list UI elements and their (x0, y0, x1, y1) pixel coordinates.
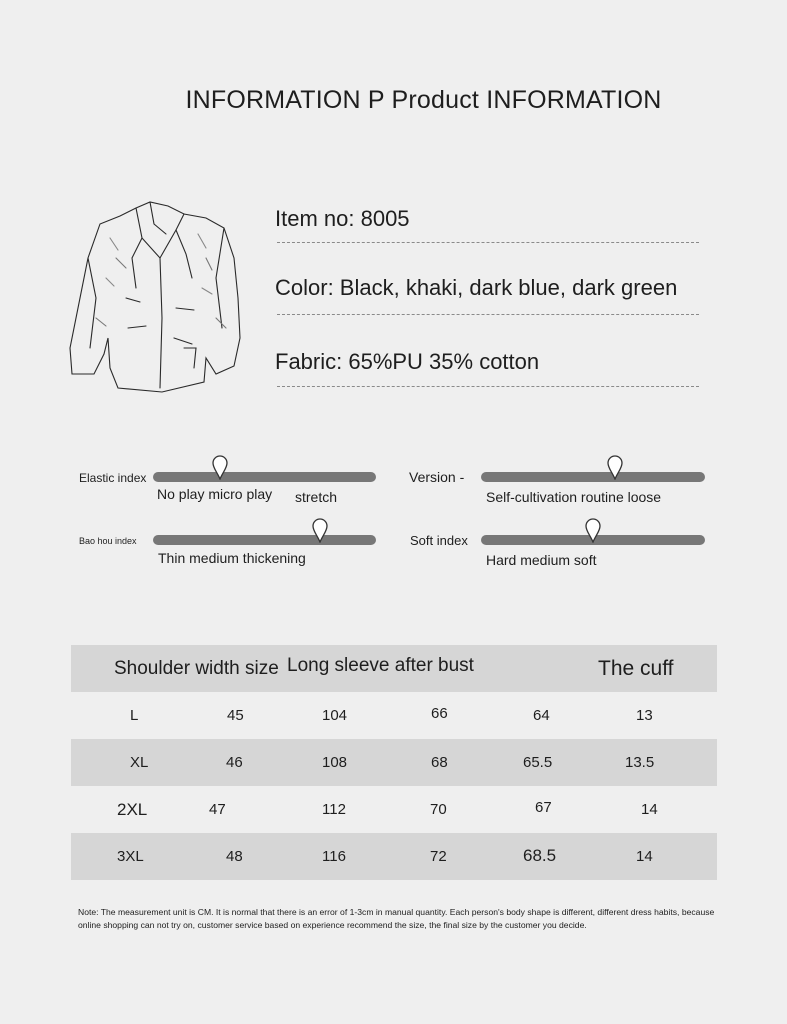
elastic-index-options: No play micro play (157, 486, 273, 502)
value-cell: 66 (431, 705, 448, 722)
table-header-row (71, 645, 717, 692)
size-cell: 2XL (117, 800, 148, 819)
table-row (71, 739, 717, 786)
value-cell: 68.5 (523, 846, 557, 865)
bao-hou-index-options: Thin medium thickening (158, 550, 306, 566)
header-shoulder-width-size: Shoulder width size (114, 658, 279, 679)
value-cell: 14 (641, 801, 658, 818)
color-text: Color: Black, khaki, dark blue, dark green (275, 275, 678, 300)
bao-hou-index-label: Bao hou index (79, 536, 137, 546)
value-cell: 104 (322, 707, 348, 724)
value-cell: 72 (430, 848, 447, 865)
item-number-text: Item no: 8005 (275, 206, 410, 231)
value-cell: 116 (322, 848, 346, 865)
value-cell: 67 (535, 799, 552, 816)
divider (277, 386, 699, 387)
elastic-index-marker (211, 454, 229, 480)
value-cell: 48 (226, 848, 243, 865)
divider (277, 242, 699, 243)
table-row (71, 833, 717, 880)
version-marker (606, 454, 624, 480)
bao-hou-index-track (153, 535, 376, 545)
table-row (71, 692, 717, 739)
elastic-index-track (153, 472, 376, 482)
size-cell: 3XL (117, 848, 144, 865)
bao-hou-index-marker (311, 517, 329, 543)
value-cell: 46 (226, 754, 243, 771)
version-label: Version - (409, 469, 465, 485)
table-row (71, 786, 717, 833)
measurement-note: Note: The measurement unit is CM. It is normal that there is an error of 1-3cm in manual quantity. Each person's body shape is different, different dress habits, because online shopping can not try on, customer service based on experience recommend the size, the final size by the customer you decide. (78, 907, 715, 930)
value-cell: 45 (227, 707, 244, 724)
elastic-index-label: Elastic index (79, 471, 147, 485)
value-cell: 108 (322, 754, 348, 771)
size-cell: XL (130, 754, 149, 771)
soft-index-label: Soft index (410, 533, 468, 548)
value-cell: 14 (636, 848, 653, 865)
value-cell: 64 (533, 707, 550, 724)
divider (277, 314, 699, 315)
soft-index-marker (584, 517, 602, 543)
value-cell: 13 (636, 707, 653, 724)
version-options: Self-cultivation routine loose (486, 489, 662, 505)
value-cell: 68 (431, 754, 448, 771)
version-track (481, 472, 705, 482)
page-title: INFORMATION P Product INFORMATION (185, 86, 662, 114)
soft-index-options: Hard medium soft (486, 552, 597, 568)
size-table (71, 645, 717, 880)
jacket-sketch-image (66, 198, 246, 394)
size-cell: L (130, 707, 139, 724)
value-cell: 13.5 (625, 754, 655, 771)
fabric-text: Fabric: 65%PU 35% cotton (275, 349, 540, 374)
value-cell: 112 (322, 801, 346, 818)
value-cell: 70 (430, 801, 447, 818)
header-the-cuff: The cuff (598, 657, 674, 680)
header-long-sleeve-after-bust: Long sleeve after bust (287, 655, 474, 676)
value-cell: 47 (209, 801, 226, 818)
value-cell: 65.5 (523, 754, 553, 771)
elastic-index-options-end: stretch (295, 489, 338, 505)
